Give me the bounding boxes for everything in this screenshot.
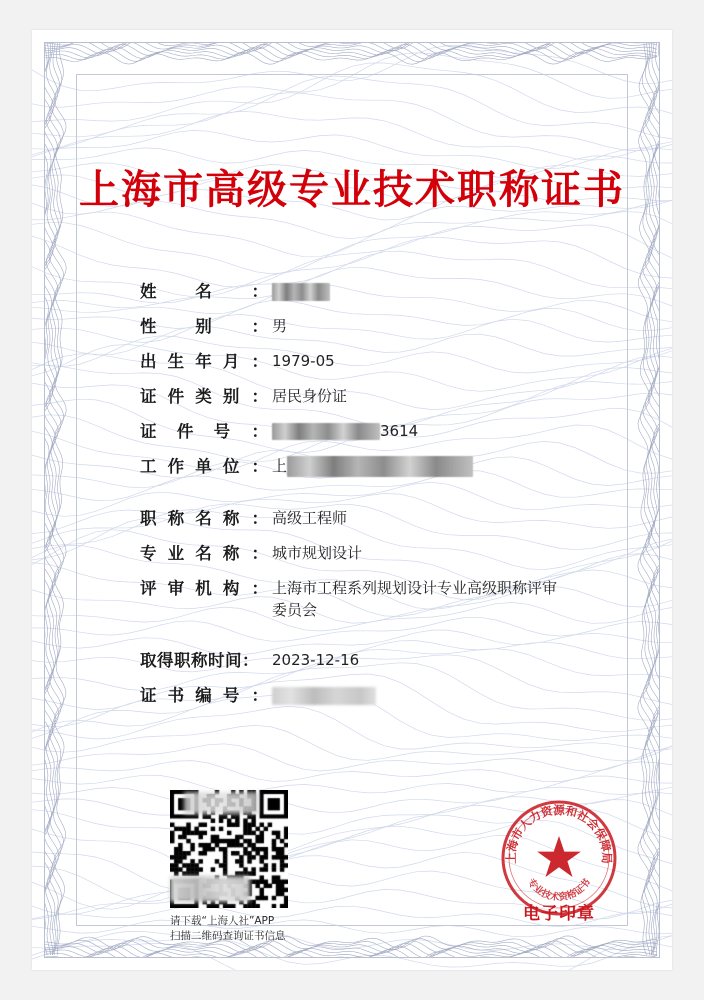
field-row [140, 575, 612, 621]
field-value: 男 [272, 317, 288, 335]
field-row [140, 505, 612, 531]
qr-caption-line1: 请下载“上海人社”APP [170, 915, 275, 927]
official-seal [494, 796, 624, 926]
page-title: 上海市高级专业技术职称证书 [79, 167, 625, 213]
seal-label: 电子印章 [523, 904, 595, 924]
field-row [140, 313, 612, 339]
field-value [272, 278, 612, 302]
field-value: 居民身份证 [272, 387, 348, 405]
field-list [140, 278, 612, 717]
redacted-value [272, 283, 330, 301]
field-value [272, 682, 612, 706]
field-value-line2: 委员会 [272, 601, 318, 619]
field-row [140, 682, 612, 708]
field-label: 姓 名 ： [140, 282, 268, 301]
field-label: 证 件 号 ： [140, 422, 268, 441]
field-row [140, 383, 612, 409]
field-label: 取得职称时间： [140, 651, 259, 670]
field-label: 证 书 编 号 ： [140, 686, 268, 705]
field-row [140, 418, 612, 444]
field-row [140, 540, 612, 566]
svg-text:专业技术资格证书: 专业技术资格证书 [524, 877, 594, 904]
field-value: 3614 [272, 418, 612, 442]
field-label: 工 作 单 位 ： [140, 457, 268, 476]
redacted-value [272, 687, 376, 705]
field-label: 出 生 年 月 ： [140, 352, 268, 371]
field-value: 上 [272, 453, 612, 477]
field-value: 上海市工程系列规划设计专业高级职称评审 委员会 [272, 575, 612, 621]
field-value: 2023-12-16 [272, 651, 360, 669]
field-value: 城市规划设计 [272, 544, 363, 562]
field-row [140, 278, 612, 304]
field-row [140, 348, 612, 374]
redacted-value [272, 423, 380, 440]
qr-block [170, 790, 296, 943]
qr-redaction-overlay-top [184, 792, 258, 814]
field-label: 职 称 名 称 ： [140, 509, 268, 528]
field-row [140, 453, 612, 479]
qr-code-image[interactable] [170, 790, 288, 908]
field-label: 证 件 类 别 ： [140, 387, 268, 406]
redacted-value [287, 456, 473, 477]
field-row [140, 647, 612, 673]
qr-redaction-overlay [170, 876, 250, 902]
field-label: 专 业 名 称 ： [140, 544, 268, 563]
qr-caption-line2: 扫描二维码查询证书信息 [170, 930, 286, 942]
svg-text:上海市人力资源和社会保障局: 上海市人力资源和社会保障局 [503, 803, 615, 864]
field-value: 1979-05 [272, 352, 335, 370]
field-label: 性 别 ： [140, 317, 268, 336]
field-value: 高级工程师 [272, 509, 348, 527]
certificate-document [32, 30, 672, 970]
field-label: 评 审 机 构 ： [140, 579, 268, 598]
